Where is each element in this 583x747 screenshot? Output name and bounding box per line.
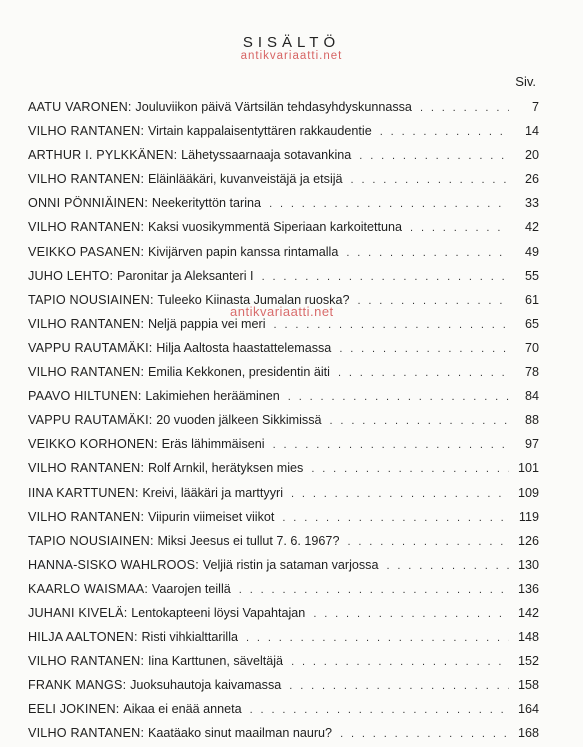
- page-column-header: Siv.: [515, 74, 536, 89]
- author-separator: :: [137, 389, 142, 404]
- entry-page-number: 101: [517, 461, 539, 476]
- toc-entry: [28, 264, 539, 288]
- entry-author: PAAVO HILTUNEN: [28, 389, 138, 404]
- entry-title: Juoksuhautoja kaivamassa: [130, 678, 282, 693]
- entry-title: Vaarojen teillä: [151, 581, 231, 596]
- dot-leader: [291, 482, 509, 506]
- entry-author: VILHO RANTANEN: [28, 365, 141, 380]
- author-separator: :: [144, 581, 148, 596]
- entry-title: Lentokapteeni löysi Vapahtajan: [131, 605, 306, 620]
- entry-title: Neekerityttön tarina: [151, 196, 262, 211]
- dot-leader: [250, 698, 509, 722]
- toc-entry: [28, 553, 539, 577]
- entry-author: FRANK MANGS: [28, 678, 123, 693]
- entry-title: Viipurin viimeiset viikot: [147, 509, 275, 524]
- toc-entry: [28, 456, 539, 480]
- entry-title: Aikaa ei enää anneta: [123, 702, 242, 717]
- toc-entry: [28, 625, 539, 649]
- entry-page-number: 70: [524, 340, 539, 355]
- toc-entry: [28, 336, 539, 360]
- dot-leader: [380, 120, 509, 144]
- entry-author: VILHO RANTANEN: [28, 316, 141, 331]
- entry-author: VAPPU RAUTAMÄKI: [28, 413, 149, 428]
- dot-leader: [338, 361, 509, 385]
- entry-title: Risti vihkialttarilla: [141, 630, 239, 645]
- entry-title: Emilia Kekkonen, presidentin äiti: [147, 365, 330, 380]
- entry-title: Lakimiehen herääminen: [145, 389, 280, 404]
- toc-entry: [28, 167, 539, 191]
- toc-entry: [28, 432, 539, 456]
- entry-page-number: 126: [517, 533, 539, 548]
- author-separator: :: [149, 533, 154, 548]
- author-separator: :: [173, 148, 178, 163]
- entry-author: VILHO RANTANEN: [28, 220, 141, 235]
- author-separator: :: [195, 557, 199, 572]
- entry-page-number: 119: [518, 509, 539, 524]
- dot-leader: [282, 506, 509, 530]
- entry-author: VILHO RANTANEN: [28, 654, 141, 669]
- entry-author: VILHO RANTANEN: [28, 509, 141, 524]
- toc-entry: [28, 481, 539, 505]
- toc-entry: [28, 312, 539, 336]
- dot-leader: [289, 674, 509, 698]
- dot-leader: [330, 409, 509, 433]
- author-separator: :: [149, 292, 154, 307]
- dot-leader: [347, 530, 509, 554]
- author-separator: :: [109, 268, 114, 283]
- entry-author: VILHO RANTANEN: [28, 172, 141, 187]
- toc-entry: [28, 215, 539, 239]
- entry-author: VILHO RANTANEN: [28, 726, 141, 741]
- entry-page-number: 49: [524, 244, 539, 259]
- page-title: SISÄLTÖ: [242, 34, 341, 51]
- entry-author: VEIKKO KORHONEN: [28, 437, 155, 452]
- entry-page-number: 84: [524, 389, 539, 404]
- entry-title: Veljiä ristin ja sataman varjossa: [202, 557, 379, 572]
- author-separator: :: [140, 461, 144, 476]
- entry-author: JUHO LEHTO: [28, 268, 110, 283]
- entry-author: ONNI PÖNNIÄINEN: [28, 196, 145, 211]
- toc-entry: [28, 384, 539, 408]
- entry-page-number: 158: [517, 678, 539, 693]
- entry-title: Kivijärven papin kanssa rintamalla: [147, 244, 339, 259]
- entry-page-number: 88: [524, 413, 539, 428]
- entry-page-number: 7: [531, 100, 539, 114]
- entry-page-number: 14: [524, 124, 539, 139]
- entry-title: Neljä pappia vei meri: [147, 316, 266, 331]
- toc-entry: [28, 529, 539, 553]
- entry-title: Tuleeko Kiinasta Jumalan ruoska?: [157, 292, 350, 307]
- entry-page-number: 65: [524, 316, 539, 331]
- entry-page-number: 33: [524, 196, 539, 211]
- entry-page-number: 130: [517, 557, 539, 572]
- entry-title: 20 vuoden jälkeen Sikkimissä: [156, 413, 322, 428]
- entry-page-number: 20: [524, 148, 539, 163]
- entry-title: Eräs lähimmäiseni: [161, 437, 265, 452]
- entry-author: KAARLO WAISMAA: [28, 581, 145, 596]
- dot-leader: [311, 457, 509, 481]
- dot-leader: [386, 554, 509, 578]
- dot-leader: [313, 602, 509, 626]
- entry-page-number: 61: [524, 292, 539, 307]
- entry-page-number: 148: [517, 630, 539, 645]
- dot-leader: [273, 433, 509, 457]
- author-separator: :: [127, 100, 132, 114]
- entry-title: Lähetyssaarnaaja sotavankina: [181, 148, 352, 163]
- author-separator: :: [144, 196, 148, 211]
- entry-author: HILJA AALTONEN: [28, 630, 134, 645]
- author-separator: :: [140, 172, 144, 187]
- entry-author: EELI JOKINEN: [28, 702, 116, 717]
- dot-leader: [420, 96, 509, 120]
- author-separator: :: [148, 340, 153, 355]
- entry-page-number: 42: [524, 220, 539, 235]
- author-separator: :: [154, 437, 158, 452]
- watermark-text: antikvariaatti.net: [240, 50, 343, 62]
- entry-title: Rolf Arnkil, herätyksen mies: [147, 461, 304, 476]
- entry-page-number: 168: [517, 726, 539, 741]
- entry-page-number: 164: [517, 702, 539, 717]
- author-separator: :: [148, 413, 153, 428]
- entry-author: TAPIO NOUSIAINEN: [28, 533, 150, 548]
- dot-leader: [269, 192, 509, 216]
- entry-author: TAPIO NOUSIAINEN: [28, 292, 150, 307]
- toc-entry: [28, 240, 539, 264]
- author-separator: :: [134, 485, 139, 500]
- entry-page-number: 136: [517, 581, 539, 596]
- dot-leader: [410, 216, 509, 240]
- toc-entry: [28, 408, 539, 432]
- entry-author: VILHO RANTANEN: [28, 461, 141, 476]
- entry-author: VAPPU RAUTAMÄKI: [28, 340, 149, 355]
- entry-author: AATU VARONEN: [28, 100, 128, 114]
- dot-leader: [239, 578, 509, 602]
- toc-entry: [28, 95, 539, 119]
- entry-title: Kaatäako sinut maailman nauru?: [147, 726, 333, 741]
- entry-title: Hilja Aaltosta haastattelemassa: [156, 340, 332, 355]
- toc-entry: [28, 360, 539, 384]
- toc-entry: [28, 191, 539, 215]
- author-separator: :: [140, 365, 144, 380]
- entry-author: VEIKKO PASANEN: [28, 244, 141, 259]
- author-separator: :: [140, 220, 144, 235]
- toc-entry: [28, 143, 539, 167]
- author-separator: :: [140, 244, 144, 259]
- table-of-contents: [28, 95, 539, 746]
- toc-entry: [28, 649, 539, 673]
- entry-page-number: 55: [524, 268, 539, 283]
- toc-entry: [28, 697, 539, 721]
- entry-author: IINA KARTTUNEN: [28, 485, 135, 500]
- toc-entry: [28, 119, 539, 143]
- entry-page-number: 78: [524, 365, 539, 380]
- toc-entry: [28, 601, 539, 625]
- dot-leader: [346, 241, 509, 265]
- entry-author: HANNA-SISKO WAHLROOS: [28, 557, 196, 572]
- entry-page-number: 152: [517, 654, 539, 669]
- dot-leader: [246, 626, 509, 650]
- entry-title: Virtain kappalaisentyttären rakkaudentie: [147, 124, 372, 139]
- toc-entry: [28, 288, 539, 312]
- entry-page-number: 26: [524, 172, 539, 187]
- watermark-text-overlay: antikvariaatti.net: [230, 304, 334, 319]
- toc-entry: [28, 721, 539, 745]
- entry-title: Kaksi vuosikymmentä Siperiaan karkoitettuna: [147, 220, 403, 235]
- author-separator: :: [140, 509, 144, 524]
- author-separator: :: [140, 654, 144, 669]
- author-separator: :: [140, 124, 144, 139]
- entry-title: Paronitar ja Aleksanteri I: [117, 268, 254, 283]
- dot-leader: [357, 289, 509, 313]
- dot-leader: [340, 722, 509, 746]
- entry-title: Eläinlääkäri, kuvanveistäjä ja etsijä: [147, 172, 343, 187]
- toc-entry: [28, 673, 539, 697]
- entry-author: JUHANI KIVELÄ: [28, 605, 124, 620]
- entry-author: VILHO RANTANEN: [28, 124, 141, 139]
- author-separator: :: [115, 702, 120, 717]
- author-separator: :: [140, 726, 144, 741]
- dot-leader: [359, 144, 509, 168]
- entry-page-number: 97: [524, 437, 539, 452]
- entry-author: ARTHUR I. PYLKKÄNEN: [28, 148, 174, 163]
- toc-entry: [28, 505, 539, 529]
- entry-title: Jouluviikon päivä Värtsilän tehdasyhdyskunnassa: [135, 100, 412, 114]
- entry-title: Kreivi, lääkäri ja marttyyri: [142, 485, 284, 500]
- entry-page-number: 142: [517, 605, 539, 620]
- dot-leader: [274, 313, 509, 337]
- dot-leader: [351, 168, 509, 192]
- author-separator: :: [133, 630, 138, 645]
- dot-leader: [288, 385, 509, 409]
- entry-title: Miksi Jeesus ei tullut 7. 6. 1967?: [157, 533, 340, 548]
- toc-entry: [28, 577, 539, 601]
- entry-page-number: 109: [517, 485, 539, 500]
- author-separator: :: [140, 316, 144, 331]
- author-separator: :: [123, 605, 128, 620]
- author-separator: :: [122, 678, 127, 693]
- dot-leader: [262, 265, 509, 289]
- entry-title: Iina Karttunen, säveltäjä: [147, 654, 284, 669]
- dot-leader: [291, 650, 509, 674]
- dot-leader: [339, 337, 509, 361]
